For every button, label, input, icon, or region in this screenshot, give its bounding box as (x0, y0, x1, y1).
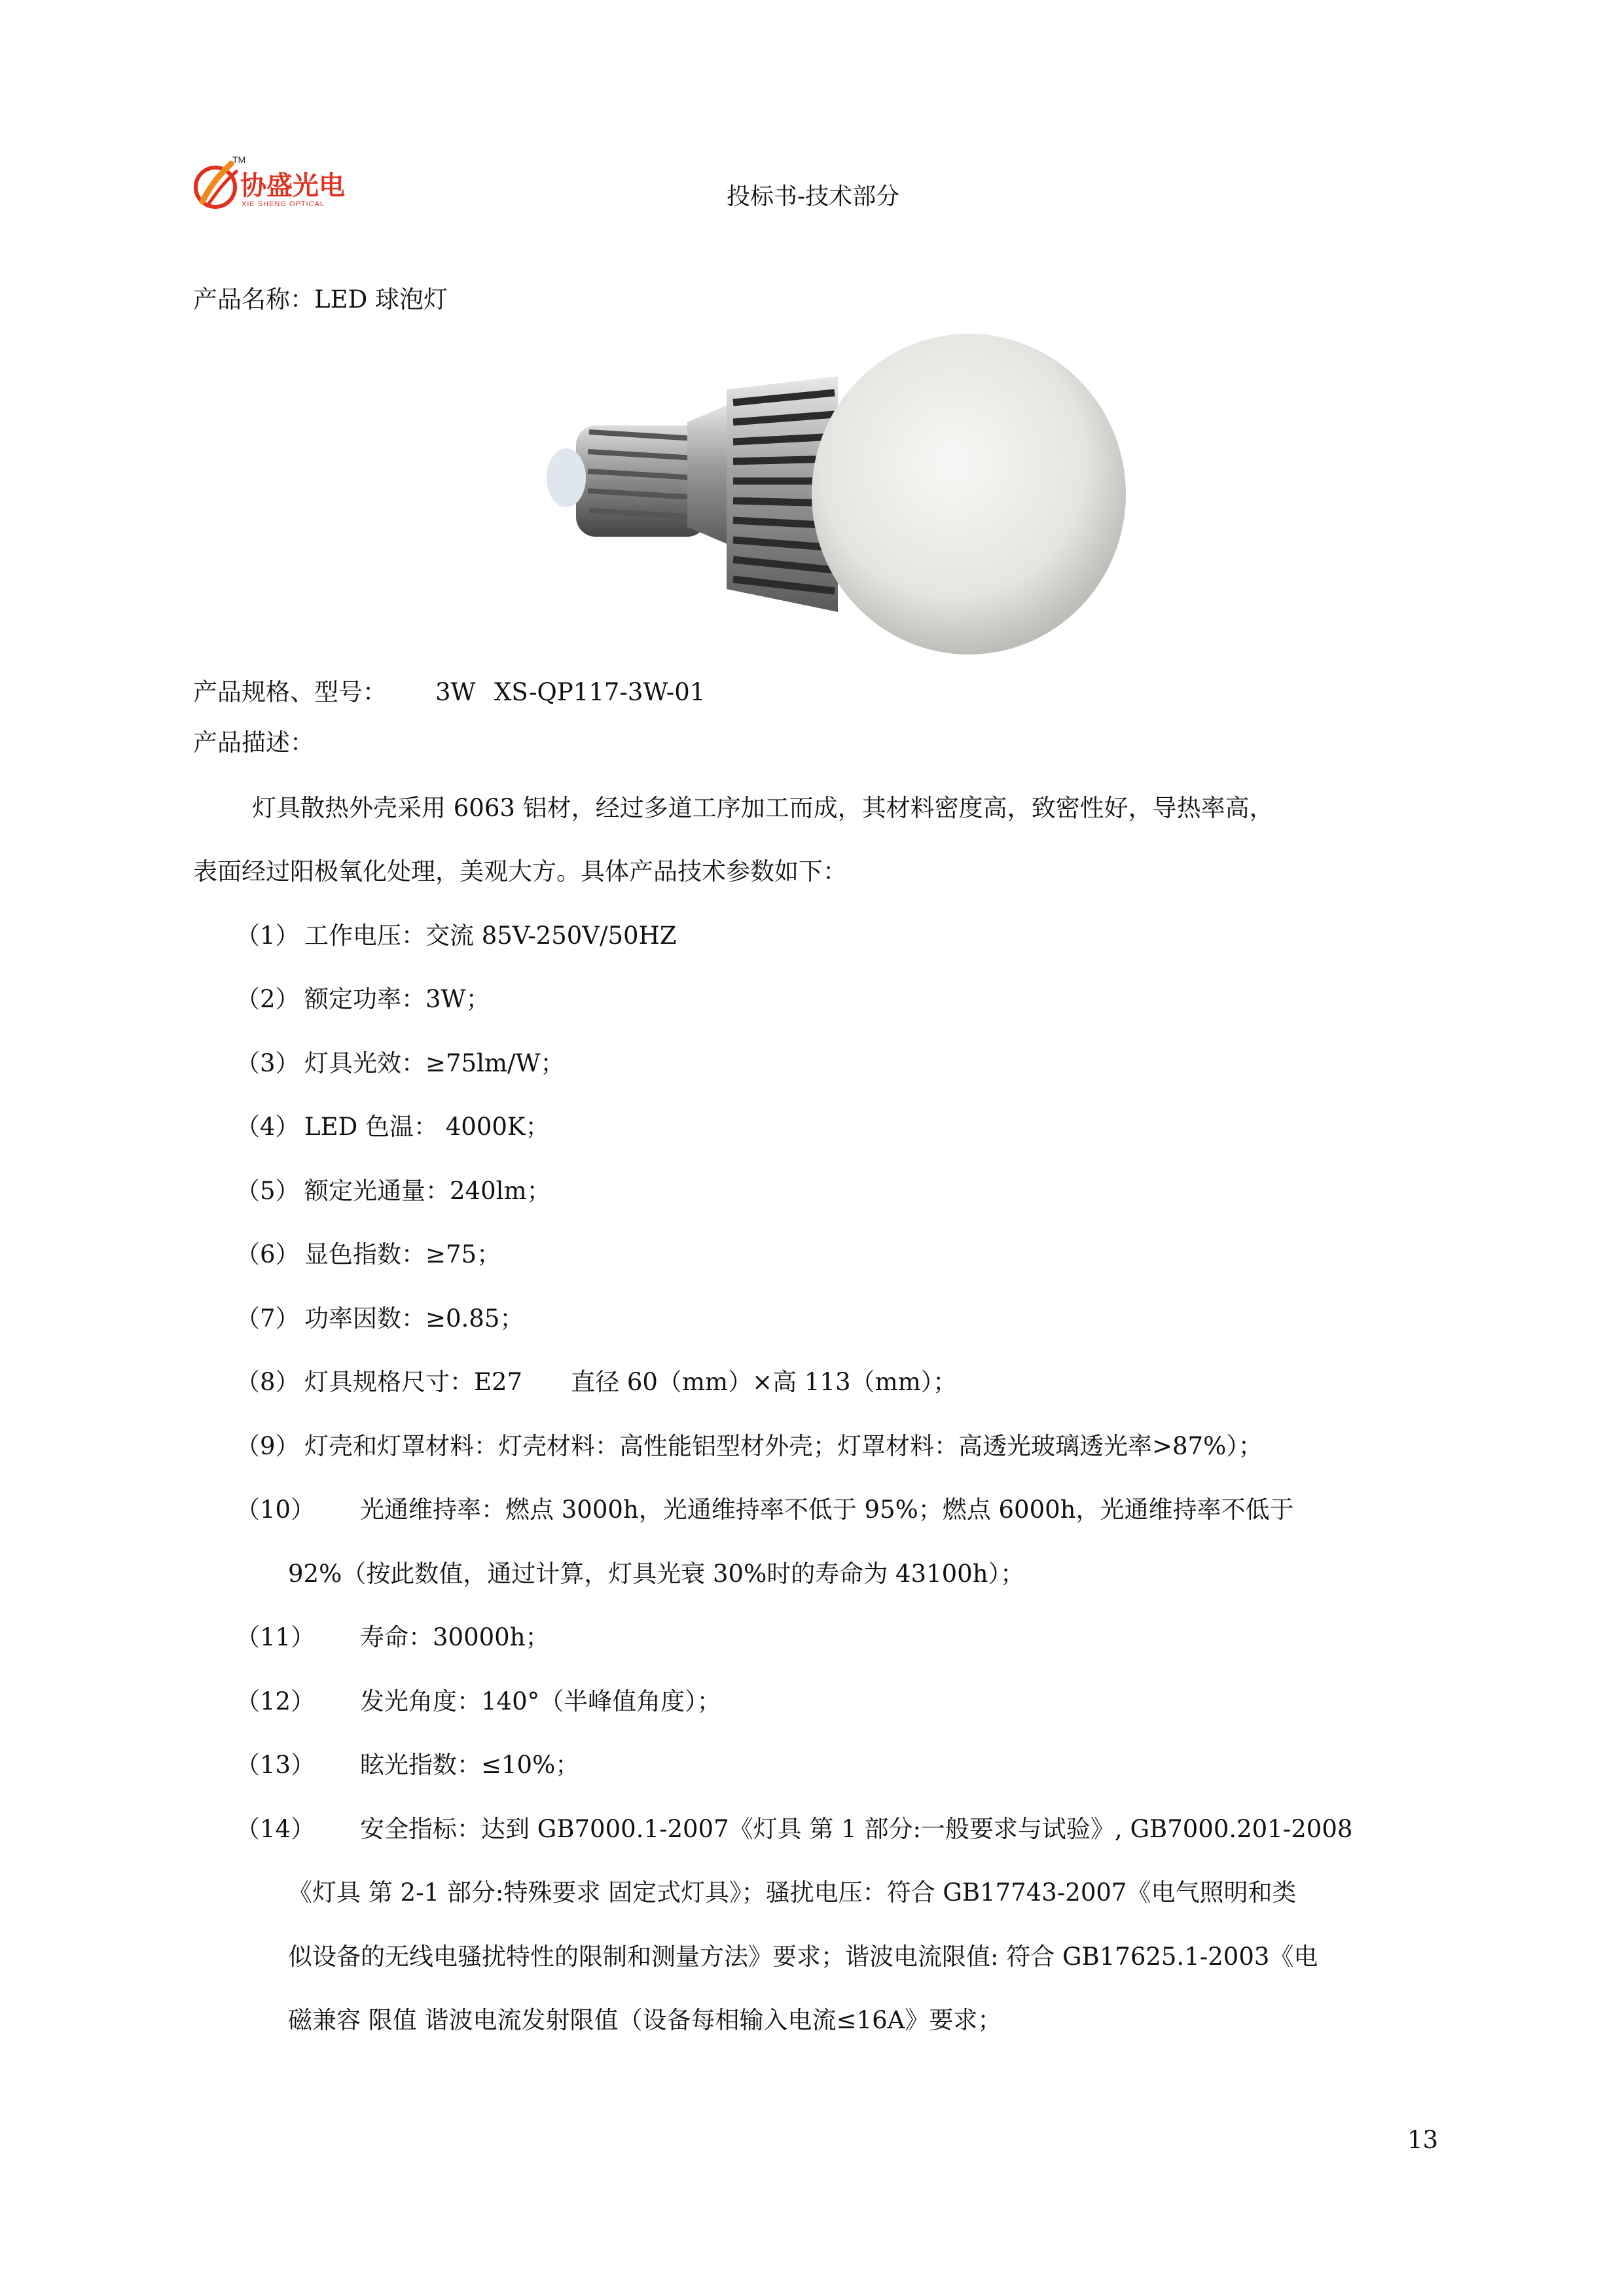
product-model-label: 产品规格、型号： (193, 678, 387, 706)
product-model-number: XS-QP117-3W-01 (494, 678, 706, 706)
spec-text-continued: 《灯具 第 2-1 部分:特殊要求 固定式灯具》；骚扰电压：符合 GB17743-2007《电气照明和类 (288, 1878, 1297, 1907)
logo-tm: TM (232, 154, 246, 165)
spec-text-continued: 似设备的无线电骚扰特性的限制和测量方法》要求；谐波电流限值: 符合 GB17625.1-2003《电 (288, 1943, 1318, 1971)
spec-text: 发光角度：140°（半峰值角度）； (360, 1687, 721, 1715)
description-label: 产品描述： (193, 728, 314, 757)
spec-number: （7） (236, 1304, 300, 1333)
spec-text: 额定光通量：240lm； (304, 1177, 551, 1205)
spec-text: 灯具光效：≥75lm/W； (304, 1049, 565, 1077)
spec-number: （14） (236, 1815, 316, 1843)
company-logo (193, 149, 350, 215)
logo-brand-cn: 协盛光电 (240, 171, 345, 201)
spec-text: 寿命：30000h； (360, 1623, 550, 1651)
page-number: 13 (1407, 2126, 1439, 2154)
spec-text: 灯具规格尺寸：E27 直径 60（mm）×高 113（mm）； (304, 1368, 958, 1396)
led-bulb-image (537, 331, 1139, 671)
spec-text: 显色指数：≥75； (304, 1240, 501, 1268)
spec-number: （6） (236, 1240, 300, 1268)
product-name: 产品名称：LED 球泡灯 (193, 285, 448, 314)
spec-number: （8） (236, 1368, 300, 1396)
spec-text: 眩光指数：≤10%； (360, 1751, 580, 1779)
spec-text-continued: 92%（按此数值，通过计算，灯具光衰 30%时的寿命为 43100h）； (288, 1560, 1025, 1588)
spec-text: 灯壳和灯罩材料：灯壳材料：高性能铝型材外壳；灯罩材料：高透光玻璃透光率>87%）； (304, 1432, 1263, 1460)
spec-number: （5） (236, 1177, 300, 1205)
spec-number: （10） (236, 1496, 316, 1524)
logo-brand-en: XIE SHENG OPTICAL (242, 200, 325, 208)
screw-base (547, 425, 707, 537)
spec-number: （4） (236, 1113, 300, 1141)
spec-text: LED 色温： 4000K； (304, 1113, 550, 1141)
intro-line-2: 表面经过阳极氧化处理，美观大方。具体产品技术参数如下： (193, 857, 847, 886)
spec-number: （12） (236, 1687, 316, 1715)
product-photo (537, 331, 1139, 671)
spec-number: （2） (236, 985, 300, 1013)
spec-text: 工作电压：交流 85V-250V/50HZ (304, 922, 677, 950)
spec-text: 安全指标：达到 GB7000.1-2007《灯具 第 1 部分:一般要求与试验》, GB7000.201-2008 (360, 1815, 1353, 1843)
spec-text: 额定功率：3W； (304, 985, 490, 1013)
header-title: 投标书-技术部分 (727, 183, 900, 210)
spec-text: 光通维持率：燃点 3000h，光通维持率不低于 95%；燃点 6000h，光通维持率不低于 (360, 1496, 1294, 1524)
spec-number: （1） (236, 922, 300, 950)
spec-text: 功率因数：≥0.85； (304, 1304, 524, 1333)
intro-line-1: 灯具散热外壳采用 6063 铝材，经过多道工序加工而成，其材料密度高，致密性好，导热率高， (252, 794, 1274, 822)
spec-text-continued: 磁兼容 限值 谐波电流发射限值（设备每相输入电流≤16A》要求； (288, 2006, 1002, 2034)
spec-number: （9） (236, 1432, 300, 1460)
spec-number: （13） (236, 1751, 316, 1779)
spec-number: （11） (236, 1623, 316, 1651)
product-power: 3W (435, 678, 476, 706)
spec-number: （3） (236, 1049, 300, 1077)
